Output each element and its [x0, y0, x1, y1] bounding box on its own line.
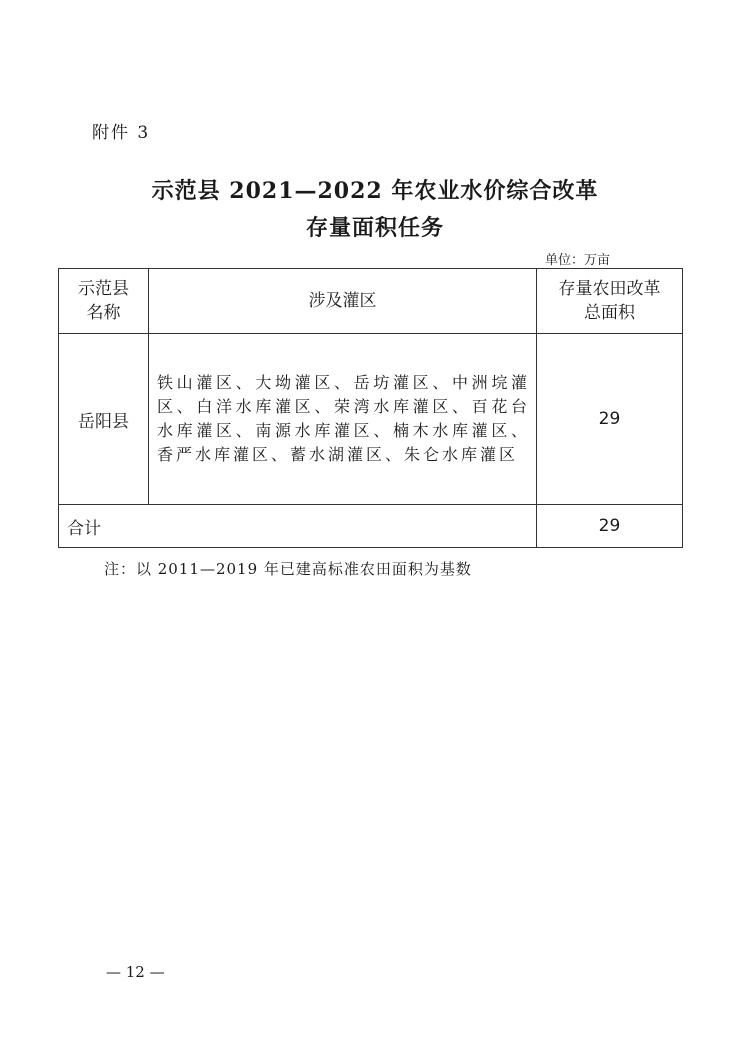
total-label-cell: 合计 [59, 505, 537, 548]
table-note: 注：以 2011—2019 年已建高标准农田面积为基数 [104, 560, 472, 578]
attachment-label: 附件 3 [92, 123, 151, 143]
header-irrigation-districts: 涉及灌区 [149, 269, 537, 334]
area-task-table [58, 268, 683, 548]
table-header-row [59, 269, 683, 334]
total-row [59, 505, 683, 548]
total-area-cell: 29 [537, 505, 683, 548]
districts-cell: 铁山灌区、大坳灌区、岳坊灌区、中洲垸灌区、白洋水库灌区、荣湾水库灌区、百花台水库灌区、南源水库灌区、楠木水库灌区、香严水库灌区、蓄水湖灌区、朱仑水库灌区 [149, 334, 537, 505]
area-cell: 29 [537, 334, 683, 505]
document-title-line1: 示范县 2021—2022 年农业水价综合改革 [151, 178, 599, 204]
table-row [59, 334, 683, 505]
header-county-name: 示范县 名称 [59, 269, 149, 334]
county-cell: 岳阳县 [59, 334, 149, 505]
document-title-line2: 存量面积任务 [305, 215, 444, 241]
page-number: — 12 — [106, 963, 165, 981]
header-total-area: 存量农田改革 总面积 [537, 269, 683, 334]
unit-label: 单位：万亩 [545, 253, 611, 268]
